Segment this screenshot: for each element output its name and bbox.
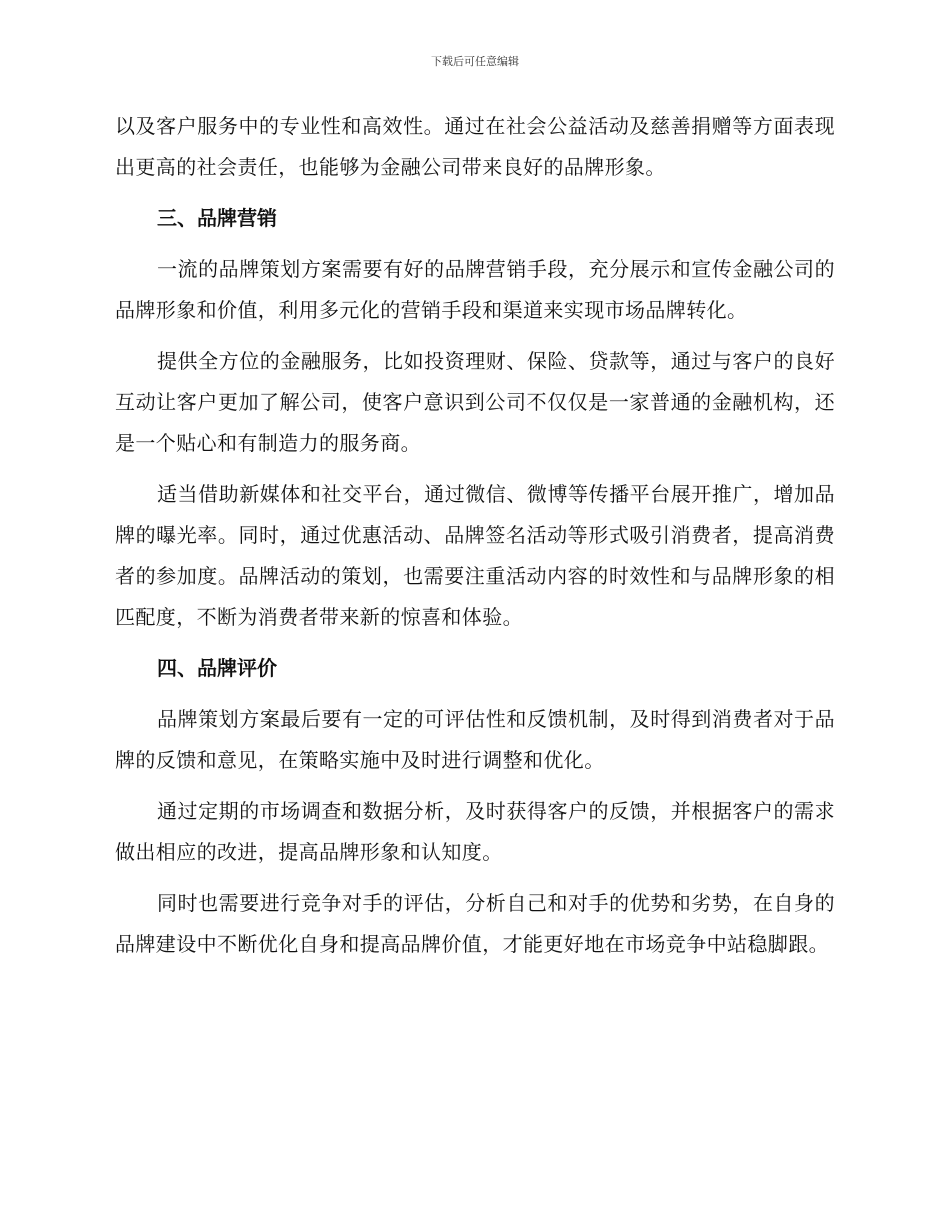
paragraph-continued: 以及客户服务中的专业性和高效性。通过在社会公益活动及慈善捐赠等方面表现出更高的社会责任，也能够为金融公司带来良好的品牌形象。 [115,114,835,179]
page-header: 下载后可任意编辑 [431,55,519,68]
paragraph: 提供全方位的金融服务，比如投资理财、保险、贷款等，通过与客户的良好互动让客户更加了解公司，使客户意识到公司不仅仅是一家普通的金融机构，还是一个贴心和有制造力的服务商。 [115,349,835,455]
section-heading-brand-marketing: 三、品牌营销 [157,206,277,230]
paragraph: 品牌策划方案最后要有一定的可评估性和反馈机制，及时得到消费者对于品牌的反馈和意见，在策略实施中及时进行调整和优化。 [115,707,835,772]
paragraph: 适当借助新媒体和社交平台，通过微信、微博等传播平台展开推广，增加品牌的曝光率。同时，通过优惠活动、品牌签名活动等形式吸引消费者，提高消费者的参加度。品牌活动的策划，也需要注重活动内容的时效性和与品牌形象的相匹配度，不断为消费者带来新的惊喜和体验。 [115,482,835,629]
document-body [115,106,835,975]
paragraph: 一流的品牌策划方案需要有好的品牌营销手段，充分展示和宣传金融公司的品牌形象和价值，利用多元化的营销手段和渠道来实现市场品牌转化。 [115,257,835,322]
section-heading-brand-evaluation: 四、品牌评价 [157,656,277,680]
paragraph: 同时也需要进行竞争对手的评估，分析自己和对手的优势和劣势，在自身的品牌建设中不断优化自身和提高品牌价值，才能更好地在市场竞争中站稳脚跟。 [115,891,835,956]
paragraph: 通过定期的市场调查和数据分析，及时获得客户的反馈，并根据客户的需求做出相应的改进，提高品牌形象和认知度。 [115,799,835,864]
